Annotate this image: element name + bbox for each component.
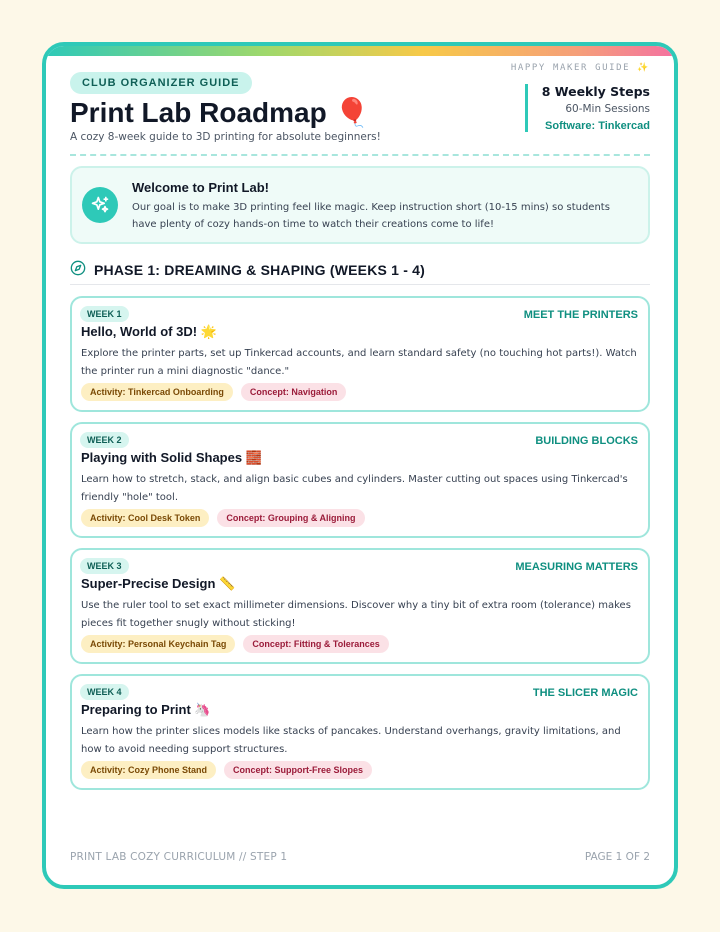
week-tags: [81, 383, 346, 401]
concept-tag: Concept: Fitting & Tolerances: [243, 635, 388, 653]
header-tagline: HAPPY MAKER GUIDE ✨: [510, 63, 650, 73]
week-card: [70, 422, 650, 538]
welcome-title: Welcome to Print Lab!: [132, 180, 269, 195]
guide-card: [42, 42, 678, 889]
week-description: Use the ruler tool to set exact millimeter dimensions. Discover why a tiny bit of extra room (tolerance) makes pieces fit together snugly without sticking!: [81, 600, 631, 629]
week-theme: BUILDING BLOCKS: [535, 435, 638, 447]
week-tags: [81, 761, 372, 779]
session-meta: [525, 84, 650, 132]
week-description: Learn how the printer slices models like stacks of pancakes. Understand overhangs, gravity limitations, and how to avoid needing support structures.: [81, 726, 621, 755]
header-divider: [70, 154, 650, 156]
week-theme: THE SLICER MAGIC: [532, 687, 638, 699]
week-title: Super-Precise Design 📏: [81, 576, 236, 591]
week-tags: [81, 635, 389, 653]
sparkles-icon: [82, 187, 118, 223]
software-label: Software: Tinkercad: [545, 120, 650, 132]
week-badge: WEEK 3: [80, 558, 129, 574]
week-theme: MEET THE PRINTERS: [523, 309, 638, 321]
activity-tag: Activity: Tinkercad Onboarding: [81, 383, 233, 401]
page-title: Print Lab Roadmap 🎈: [70, 97, 370, 128]
phase-heading: [70, 260, 425, 280]
concept-tag: Concept: Grouping & Aligning: [217, 509, 364, 527]
page-subtitle: A cozy 8-week guide to 3D printing for absolute beginners!: [70, 131, 381, 143]
guide-badge: CLUB ORGANIZER GUIDE: [70, 72, 252, 94]
week-title: Hello, World of 3D! 🌟: [81, 324, 217, 339]
week-title: Playing with Solid Shapes 🧱: [81, 450, 262, 465]
week-card: [70, 296, 650, 412]
week-title: Preparing to Print 🦄: [81, 702, 211, 717]
welcome-body: Our goal is to make 3D printing feel like magic. Keep instruction short (10-15 mins) so students have plenty of cozy hands-on time to watch their creations come to life!: [132, 202, 610, 230]
week-description: Explore the printer parts, set up Tinkercad accounts, and learn standard safety (no touching hot parts!). Watch the printer run a mini diagnostic "dance.": [81, 348, 637, 377]
phase-title: PHASE 1: DREAMING & SHAPING (WEEKS 1 - 4): [94, 262, 426, 278]
session-length: 60-Min Sessions: [565, 103, 650, 115]
phase-divider: [70, 284, 650, 285]
activity-tag: Activity: Personal Keychain Tag: [81, 635, 235, 653]
concept-tag: Concept: Support-Free Slopes: [224, 761, 372, 779]
activity-tag: Activity: Cool Desk Token: [81, 509, 209, 527]
compass-icon: [70, 260, 86, 280]
week-theme: MEASURING MATTERS: [515, 561, 638, 573]
week-badge: WEEK 2: [80, 432, 129, 448]
footer-curriculum: PRINT LAB COZY CURRICULUM // STEP 1: [70, 851, 288, 863]
week-description: Learn how to stretch, stack, and align basic cubes and cylinders. Master cutting out spaces using Tinkercad's friendly "hole" tool.: [81, 474, 628, 503]
activity-tag: Activity: Cozy Phone Stand: [81, 761, 216, 779]
rainbow-stripe: [46, 46, 674, 56]
page-number: PAGE 1 OF 2: [584, 851, 650, 863]
week-card: [70, 674, 650, 790]
concept-tag: Concept: Navigation: [241, 383, 347, 401]
week-card: [70, 548, 650, 664]
week-tags: [81, 509, 365, 527]
week-badge: WEEK 1: [80, 306, 129, 322]
welcome-callout: [70, 166, 650, 244]
weekly-steps: 8 Weekly Steps: [541, 84, 650, 99]
week-badge: WEEK 4: [80, 684, 129, 700]
